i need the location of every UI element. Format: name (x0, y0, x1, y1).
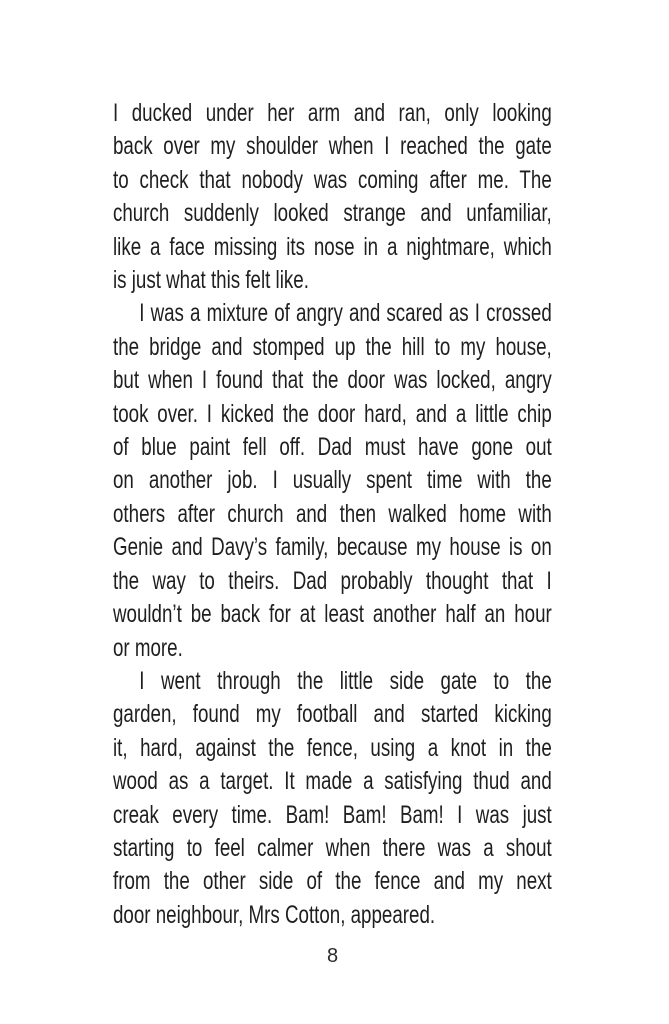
body-text (113, 97, 669, 932)
text-line: I ducked under her arm and ran, only looking (113, 99, 552, 127)
text-line: Genie and Davy’s family, because my house is on (113, 533, 552, 562)
text-line: like a face missing its nose in a nightmare, which (113, 232, 552, 261)
text-line: or more. (113, 633, 183, 662)
text-line: of blue paint fell off. Dad must have gone out (113, 433, 552, 462)
text-line: others after church and then walked home with (113, 499, 552, 528)
text-line: door neighbour, Mrs Cotton, appeared. (113, 900, 436, 929)
text-line: creak every time. Bam! Bam! Bam! I was just (113, 800, 552, 829)
text-line: the bridge and stomped up the hill to my house, (113, 332, 552, 361)
text-line: church suddenly looked strange and unfamiliar, (113, 199, 552, 228)
paragraph (113, 97, 669, 297)
paragraph (113, 665, 669, 932)
text-line: I went through the little side gate to the (139, 666, 552, 695)
page-number: 8 (326, 945, 339, 967)
text-line: I was a mixture of angry and scared as I crossed (139, 299, 552, 328)
text-line: on another job. I usually spent time with the (113, 466, 552, 495)
text-line: but when I found that the door was locked, angry (113, 366, 552, 395)
paragraph (113, 297, 669, 664)
text-line: took over. I kicked the door hard, and a little chip (113, 399, 552, 428)
text-line: to check that nobody was coming after me. The (113, 165, 552, 194)
text-line: it, hard, against the fence, using a knot in the (113, 733, 552, 762)
text-line: wouldn’t be back for at least another half an hour (113, 600, 552, 629)
text-line: from the other side of the fence and my next (113, 867, 552, 896)
text-line: wood as a target. It made a satisfying thud and (113, 767, 552, 796)
text-line: the way to theirs. Dad probably thought that I (113, 566, 552, 595)
text-line: garden, found my football and started kicking (113, 700, 552, 729)
text-line: starting to feel calmer when there was a shout (113, 833, 552, 862)
text-line: is just what this felt like. (113, 266, 309, 295)
text-line: back over my shoulder when I reached the gate (113, 132, 552, 161)
